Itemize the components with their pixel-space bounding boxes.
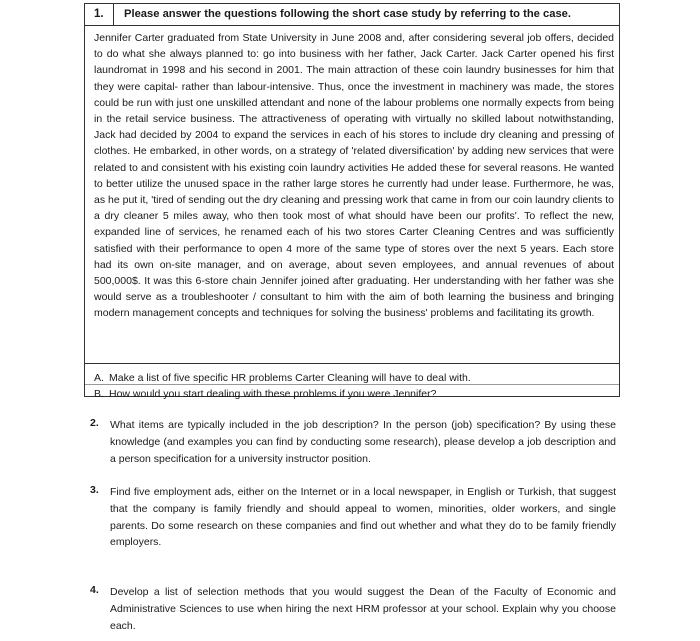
question-4-text: Develop a list of selection methods that you would suggest the Dean of the Faculty of Economic and Administrative Sciences to use when hiring the next HRM professor at your school. Explain why you choose each. [110, 586, 616, 632]
sub-question-letter: A. [94, 372, 104, 384]
question-3-text: Find five employment ads, either on the Internet or in a local newspaper, in English or Turkish, that suggest that the company is family friendly and should appeal to women, minorities, older workers, and single parents. Do some research on these companies and find out whether and what they do to be family friendly employers. [110, 486, 616, 549]
case-study-text: Jennifer Carter graduated from State University in June 2008 and, after considering several job offers, decided to do what she always planned to: go into business with her father, Jack Carter. Jack Carter opened his first laundromat in 1998 and his second in 2001. The main attraction of these coin laundry businesses for him that they were capital- rather than labour-intensive. Thus, once the investment in machinery was made, the stores could be run with just one unskilled attendant and none of the labour problems one normally expects from being in the retail service business. The attractiveness of operating with virtually no skilled labout notwithstanding, Jack had decided by 2004 to expand the services in each of his stores to include dry cleaning and pressing of clothes. He embarked, in other words, on a strategy of 'related diversification' by adding new services that were related to and consistent with his existing coin laundry activities He added these for several reasons. He wanted to better utilize the unused space in the rather large stores he currently had under lease. Furthermore, he was, as he put it, 'tired of sending out the dry cleaning and pressing work that came in from our coin laundry clients to a dry cleaner 5 miles away, who then took most of what should have been our profits'. To reflect the new, expanded line of services, he renamed each of his two stores Carter Cleaning Centres and was sufficiently satisfied with their performance to open 4 more of the same type of stores over the next 5 years. Each store had its own on-site manager, and on average, about seven employees, and annual revenues of about 500,000$. It was this 6-store chain Jennifer joined after graduating. Her understanding with her father was she would serve as a troubleshooter / consultant to him with the aim of both learning the business and bringing modern management concepts and techniques for solving the business' problems and facilitating its growth. [94, 32, 614, 320]
sub-question-text: Make a list of five specific HR problems Carter Cleaning will have to deal with. [109, 372, 471, 384]
question-1-box [84, 3, 620, 400]
question-4-number: 4. [90, 584, 99, 596]
sub-question-a [94, 372, 471, 384]
question-3-number: 3. [90, 484, 99, 496]
sub-questions [85, 363, 619, 398]
question-2-number: 2. [90, 417, 99, 429]
sub-question-text: How would you start dealing with these problems if you were Jennifer? [109, 388, 437, 400]
header-divider [113, 4, 114, 26]
sub-question-divider [85, 384, 619, 385]
question-2-text: What items are typically included in the job description? In the person (job) specification? By using these knowledge (and examples you can find by conducting some research), please develop a job description and a person specification for a university instructor position. [110, 419, 616, 465]
sub-question-letter: B. [94, 388, 104, 400]
question-1-header [85, 4, 619, 26]
question-1-title: Please answer the questions following the short case study by referring to the case. [124, 8, 571, 20]
question-1-number: 1. [94, 8, 104, 20]
sub-question-b [94, 388, 436, 400]
